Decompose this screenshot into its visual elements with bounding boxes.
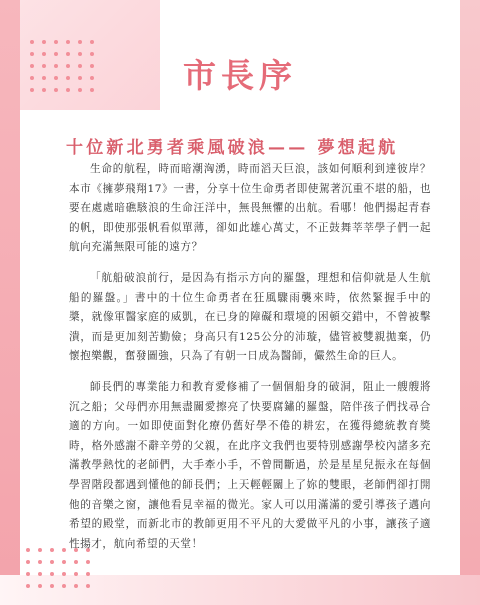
decor-dot [66, 40, 70, 44]
decor-dot [50, 584, 54, 588]
decor-dot [30, 40, 34, 44]
decor-dot [86, 572, 90, 576]
decor-dot [50, 548, 54, 552]
decor-dot [62, 548, 66, 552]
body-text [69, 160, 431, 565]
decor-dot [26, 584, 30, 588]
decor-dot [74, 572, 78, 576]
decor-dot [38, 548, 42, 552]
decor-dot [26, 572, 30, 576]
decor-dot [90, 40, 94, 44]
decor-dot [62, 572, 66, 576]
decor-dot [38, 560, 42, 564]
decor-dot [62, 560, 66, 564]
decor-dot [50, 560, 54, 564]
decor-dot [38, 584, 42, 588]
paragraph-3: 師長們的專業能力和教育愛修補了一個個船身的破洞，阻止一艘艘將沉之船；父母們亦用無盡關愛擦亮了快要腐鏽的羅盤，陪伴孩子們找尋合適的方向。一如即使面對化療仍舊好學不倦的耕宏，在獲得總統教育獎時，格外感謝不辭辛勞的父親，在此序文我們也要特別感謝學校內諸多充滿教學熱忱的老師們，大手牽小手，不曾間斷過，於是星星兒振永在每個學習階段都遇到懂他的師長們；上天輕輕關上了妳的雙眼，老師們卻打開他的音樂之窗，讓他看見幸福的微光。家人可以用滿滿的愛引導孩子邁向希望的殿堂，而新北市的教師更用不平凡的大愛做平凡的小事，讓孩子適性揚才，航向希望的天堂！ [69, 380, 431, 550]
decor-dot [50, 572, 54, 576]
decor-dot [26, 548, 30, 552]
decor-dot [74, 584, 78, 588]
decor-dot [54, 40, 58, 44]
paragraph-2: 「航船破浪前行，是因為有指示方向的羅盤，理想和信仰就是人生航船的羅盤。」書中的十位生命勇者在狂風驟雨襲來時，依然緊握手中的槳，就像軍醫家庭的威凱，在已身的障礙和環境的困頓交錯中，不曾被擊潰，而是更加刻苦勤儉；身高只有125公分的沛璇，儘管被雙親拋棄，仍懷抱樂觀，奮發圖強，只為了有朝一日成為醫師，儼然生命的巨人。 [69, 271, 431, 363]
decor-dot [38, 572, 42, 576]
decor-dot [78, 40, 82, 44]
decor-dot [62, 584, 66, 588]
decor-dot [26, 560, 30, 564]
page-title: 市長序 [183, 56, 297, 95]
page-subtitle: 十位新北勇者乘風破浪—— 夢想起航 [66, 138, 399, 158]
paragraph-1: 生命的航程，時而暗潮洶湧，時而滔天巨浪，該如何順利到達彼岸？本市《擁夢飛翔17》一書，分享十位生命勇者即使駕著沉重不堪的船，也要在處處暗礁駭浪的生命汪洋中，無畏無懼的出航。看哪！他們揚起青春的帆，即使那張帆看似單薄，卻如此雄心萬丈，不正鼓舞莘莘學子們一起航向充滿無限可能的遠方？ [69, 163, 431, 254]
decor-dot [42, 40, 46, 44]
decor-dot [86, 584, 90, 588]
